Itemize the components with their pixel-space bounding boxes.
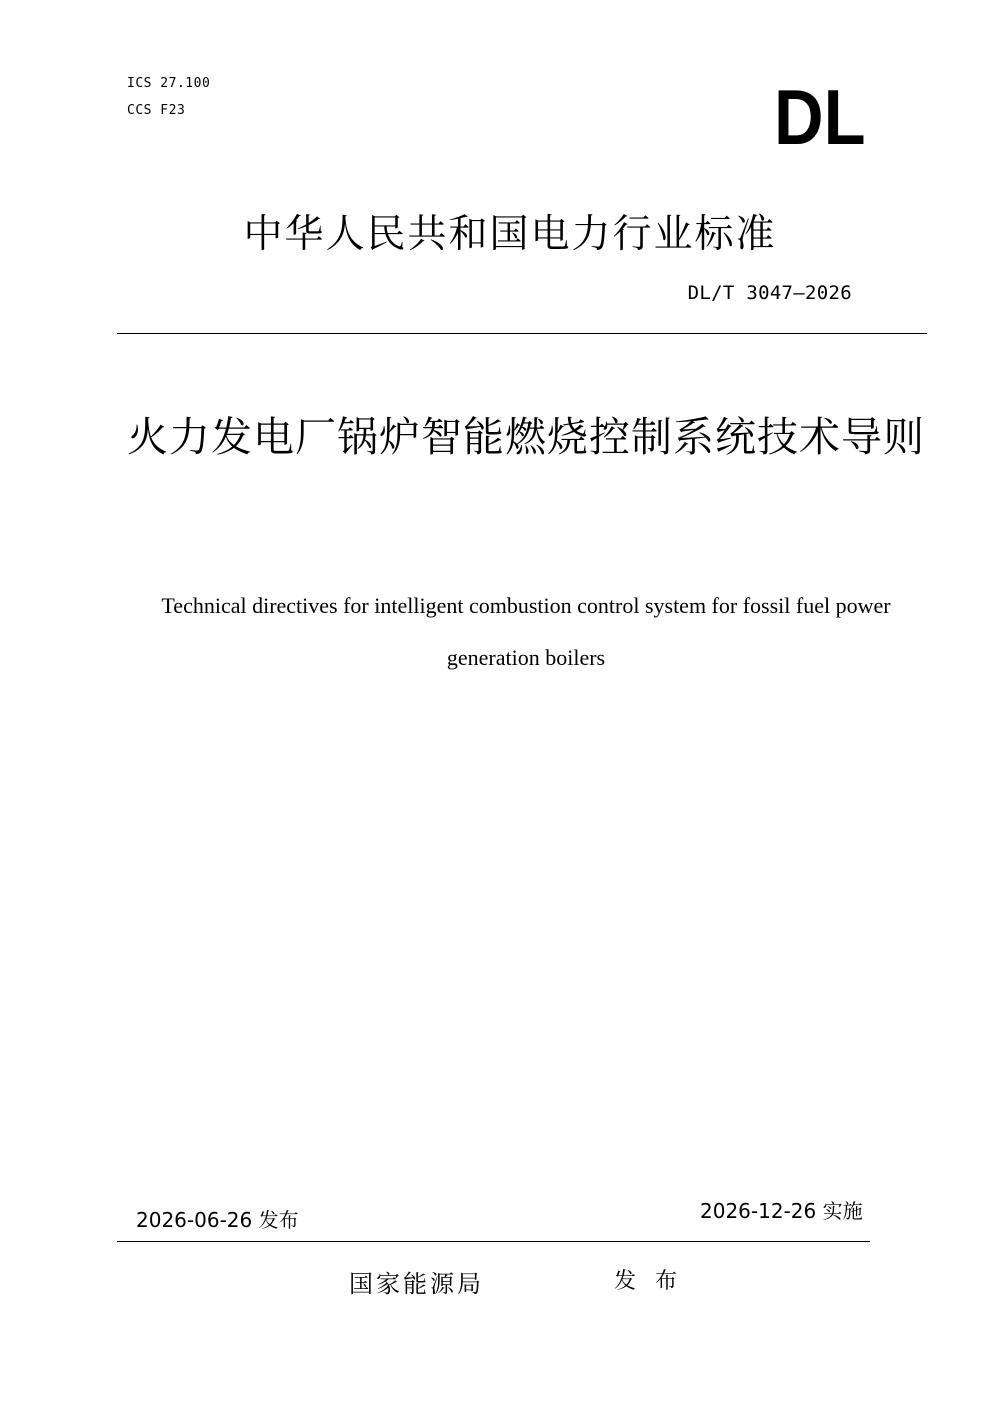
ics-code: ICS 27.100 xyxy=(127,76,211,91)
bottom-divider xyxy=(117,1241,870,1242)
document-title-chinese: 火力发电厂锅炉智能燃烧控制系统技术导则 xyxy=(127,413,925,461)
effective-date: 2026-12-26 实施 xyxy=(700,1199,863,1223)
industry-mark-logo: DL xyxy=(774,73,866,161)
standard-number: DL/T 3047—2026 xyxy=(687,282,852,304)
document-title-english: Technical directives for intelligent combustion control system for fossil fuel power generation boilers xyxy=(161,593,891,670)
issuing-authority: 国家能源局 xyxy=(349,1270,484,1298)
issue-label: 发 布 xyxy=(614,1269,683,1294)
ccs-code: CCS F23 xyxy=(127,103,186,118)
standard-category-title: 中华人民共和国电力行业标准 xyxy=(243,212,777,257)
release-date: 2026-06-26 发布 xyxy=(136,1208,299,1232)
top-divider xyxy=(117,333,927,334)
